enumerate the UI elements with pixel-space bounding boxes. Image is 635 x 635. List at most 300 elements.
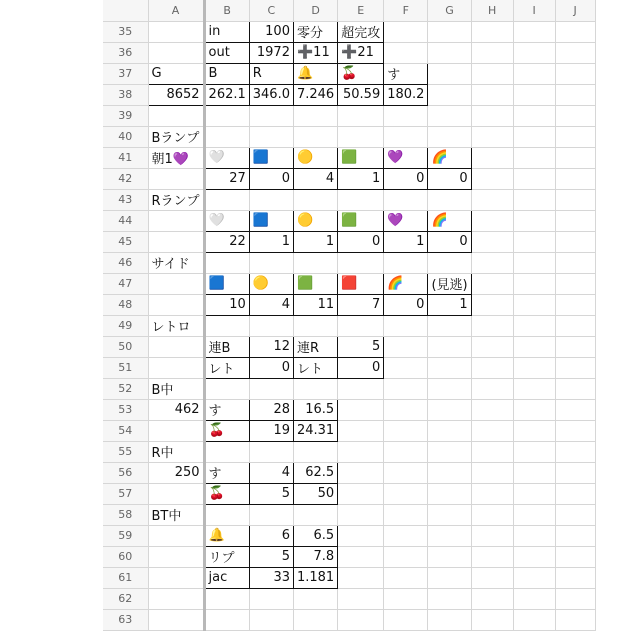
cell[interactable]: 🔔 — [293, 63, 337, 84]
cell[interactable] — [513, 294, 555, 315]
column-header-b[interactable]: B — [204, 0, 249, 21]
cell[interactable] — [384, 525, 428, 546]
cell[interactable] — [513, 210, 555, 231]
row-header[interactable]: 54 — [103, 420, 148, 441]
cell[interactable] — [513, 147, 555, 168]
cell[interactable] — [338, 483, 384, 504]
cell[interactable]: 24.31 — [293, 420, 337, 441]
cell[interactable] — [513, 504, 555, 525]
cell[interactable] — [148, 168, 204, 189]
cell[interactable]: 🌈 — [384, 273, 428, 294]
cell[interactable] — [513, 315, 555, 336]
cell[interactable] — [513, 378, 555, 399]
row-header[interactable]: 38 — [103, 84, 148, 105]
cell[interactable]: 22 — [204, 231, 249, 252]
row-header[interactable]: 52 — [103, 378, 148, 399]
cell[interactable] — [513, 84, 555, 105]
cell[interactable]: Bランプ — [148, 126, 204, 147]
cell[interactable] — [555, 546, 595, 567]
cell[interactable] — [293, 588, 337, 609]
cell[interactable]: 7.8 — [293, 546, 337, 567]
cell[interactable] — [148, 231, 204, 252]
cell[interactable] — [428, 546, 471, 567]
row-header[interactable]: 37 — [103, 63, 148, 84]
cell[interactable] — [555, 315, 595, 336]
cell[interactable]: 🟡 — [293, 147, 337, 168]
row-header[interactable]: 56 — [103, 462, 148, 483]
cell[interactable] — [249, 441, 293, 462]
cell[interactable] — [338, 399, 384, 420]
cell[interactable] — [338, 315, 384, 336]
cell[interactable] — [428, 84, 471, 105]
cell[interactable] — [471, 21, 513, 42]
cell[interactable]: 250 — [148, 462, 204, 483]
cell[interactable] — [555, 210, 595, 231]
cell[interactable] — [471, 336, 513, 357]
row-header[interactable]: 62 — [103, 588, 148, 609]
cell[interactable] — [428, 189, 471, 210]
cell[interactable]: 🤍 — [204, 147, 249, 168]
cell[interactable] — [471, 609, 513, 630]
cell[interactable] — [555, 84, 595, 105]
cell[interactable] — [471, 147, 513, 168]
cell[interactable]: 1 — [293, 231, 337, 252]
cell[interactable] — [338, 525, 384, 546]
cell[interactable] — [384, 315, 428, 336]
cell[interactable] — [471, 567, 513, 588]
cell[interactable]: サイド — [148, 252, 204, 273]
cell[interactable] — [555, 21, 595, 42]
column-header-j[interactable]: J — [555, 0, 595, 21]
cell[interactable]: B — [204, 63, 249, 84]
cell[interactable] — [148, 273, 204, 294]
cell[interactable] — [471, 546, 513, 567]
cell[interactable]: 462 — [148, 399, 204, 420]
cell[interactable]: 5 — [249, 546, 293, 567]
cell[interactable] — [428, 420, 471, 441]
cell[interactable]: 🟦 — [249, 210, 293, 231]
cell[interactable]: 4 — [293, 168, 337, 189]
cell[interactable]: 🌈 — [428, 147, 471, 168]
cell[interactable] — [249, 504, 293, 525]
cell[interactable] — [555, 357, 595, 378]
row-header[interactable]: 35 — [103, 21, 148, 42]
row-header[interactable]: 58 — [103, 504, 148, 525]
cell[interactable]: リプ — [204, 546, 249, 567]
cell[interactable]: 0 — [428, 231, 471, 252]
row-header[interactable]: 51 — [103, 357, 148, 378]
cell[interactable]: 12 — [249, 336, 293, 357]
cell[interactable] — [293, 126, 337, 147]
cell[interactable] — [555, 420, 595, 441]
cell[interactable] — [293, 441, 337, 462]
cell[interactable] — [555, 105, 595, 126]
cell[interactable] — [384, 609, 428, 630]
cell[interactable] — [338, 567, 384, 588]
cell[interactable] — [513, 21, 555, 42]
cell[interactable] — [148, 105, 204, 126]
cell[interactable] — [148, 546, 204, 567]
cell[interactable] — [513, 441, 555, 462]
cell[interactable] — [384, 441, 428, 462]
cell[interactable]: 6.5 — [293, 525, 337, 546]
cell[interactable] — [428, 399, 471, 420]
cell[interactable] — [471, 105, 513, 126]
cell[interactable] — [204, 189, 249, 210]
cell[interactable] — [513, 105, 555, 126]
cell[interactable]: 超完攻 — [338, 21, 384, 42]
cell[interactable] — [384, 567, 428, 588]
cell[interactable] — [249, 105, 293, 126]
cell[interactable] — [513, 420, 555, 441]
cell[interactable] — [471, 252, 513, 273]
cell[interactable]: 1 — [384, 231, 428, 252]
cell[interactable] — [513, 231, 555, 252]
cell[interactable] — [384, 42, 428, 63]
cell[interactable]: 🍒 — [204, 420, 249, 441]
row-header[interactable]: 42 — [103, 168, 148, 189]
cell[interactable] — [513, 546, 555, 567]
cell[interactable]: 262.1 — [204, 84, 249, 105]
cell[interactable] — [428, 504, 471, 525]
cell[interactable] — [428, 126, 471, 147]
cell[interactable] — [384, 252, 428, 273]
cell[interactable]: 1 — [428, 294, 471, 315]
cell[interactable] — [513, 525, 555, 546]
cell[interactable]: す — [204, 462, 249, 483]
cell[interactable]: 27 — [204, 168, 249, 189]
cell[interactable]: 62.5 — [293, 462, 337, 483]
cell[interactable] — [293, 252, 337, 273]
cell[interactable]: jac — [204, 567, 249, 588]
row-header[interactable]: 47 — [103, 273, 148, 294]
cell[interactable]: 7.246 — [293, 84, 337, 105]
cell[interactable] — [471, 525, 513, 546]
cell[interactable] — [555, 336, 595, 357]
cell[interactable]: 0 — [384, 168, 428, 189]
cell[interactable]: 11 — [293, 294, 337, 315]
column-header-e[interactable]: E — [338, 0, 384, 21]
cell[interactable] — [148, 588, 204, 609]
cell[interactable] — [555, 252, 595, 273]
cell[interactable] — [384, 126, 428, 147]
cell[interactable] — [293, 609, 337, 630]
cell[interactable]: 0 — [249, 357, 293, 378]
cell[interactable]: 🤍 — [204, 210, 249, 231]
cell[interactable] — [555, 378, 595, 399]
cell[interactable] — [513, 588, 555, 609]
row-header[interactable]: 60 — [103, 546, 148, 567]
cell[interactable] — [249, 609, 293, 630]
cell[interactable] — [471, 588, 513, 609]
cell[interactable] — [384, 105, 428, 126]
cell[interactable]: 19 — [249, 420, 293, 441]
cell[interactable]: 🟩 — [338, 147, 384, 168]
cell[interactable] — [555, 273, 595, 294]
cell[interactable]: 33 — [249, 567, 293, 588]
cell[interactable] — [513, 252, 555, 273]
cell[interactable] — [471, 63, 513, 84]
cell[interactable] — [555, 588, 595, 609]
cell[interactable]: 🟩 — [338, 210, 384, 231]
cell[interactable] — [148, 567, 204, 588]
cell[interactable] — [148, 420, 204, 441]
cell[interactable] — [428, 609, 471, 630]
cell[interactable] — [338, 504, 384, 525]
cell[interactable] — [428, 525, 471, 546]
cell[interactable] — [555, 147, 595, 168]
cell[interactable]: 4 — [249, 462, 293, 483]
column-header-d[interactable]: D — [293, 0, 337, 21]
cell[interactable] — [513, 567, 555, 588]
cell[interactable] — [555, 525, 595, 546]
cell[interactable] — [555, 63, 595, 84]
cell[interactable]: 🌈 — [428, 210, 471, 231]
cell[interactable]: out — [204, 42, 249, 63]
cell[interactable] — [428, 63, 471, 84]
cell[interactable]: 5 — [338, 336, 384, 357]
cell[interactable]: 1972 — [249, 42, 293, 63]
cell[interactable] — [384, 21, 428, 42]
cell[interactable]: 6 — [249, 525, 293, 546]
cell[interactable] — [204, 588, 249, 609]
cell[interactable]: R中 — [148, 441, 204, 462]
cell[interactable]: 0 — [384, 294, 428, 315]
cell[interactable] — [148, 336, 204, 357]
cell[interactable] — [428, 588, 471, 609]
cell[interactable]: 🟡 — [249, 273, 293, 294]
cell[interactable]: 50 — [293, 483, 337, 504]
cell[interactable] — [338, 126, 384, 147]
cell[interactable] — [428, 42, 471, 63]
cell[interactable]: 10 — [204, 294, 249, 315]
cell[interactable]: 28 — [249, 399, 293, 420]
cell[interactable] — [148, 525, 204, 546]
cell[interactable]: 1 — [338, 168, 384, 189]
cell[interactable]: ➕21 — [338, 42, 384, 63]
row-header[interactable]: 44 — [103, 210, 148, 231]
cell[interactable] — [513, 357, 555, 378]
cell[interactable] — [148, 357, 204, 378]
cell[interactable] — [513, 189, 555, 210]
cell[interactable] — [471, 378, 513, 399]
cell[interactable]: 7 — [338, 294, 384, 315]
cell[interactable]: 8652 — [148, 84, 204, 105]
cell[interactable] — [249, 126, 293, 147]
cell[interactable] — [555, 504, 595, 525]
cell[interactable]: 🟡 — [293, 210, 337, 231]
cell[interactable] — [555, 231, 595, 252]
cell[interactable] — [148, 294, 204, 315]
cell[interactable] — [428, 483, 471, 504]
row-header[interactable]: 53 — [103, 399, 148, 420]
cell[interactable] — [293, 189, 337, 210]
cell[interactable] — [249, 315, 293, 336]
cell[interactable] — [471, 42, 513, 63]
cell[interactable]: 🟩 — [293, 273, 337, 294]
cell[interactable] — [204, 504, 249, 525]
cell[interactable] — [338, 420, 384, 441]
cell[interactable]: G — [148, 63, 204, 84]
cell[interactable] — [513, 483, 555, 504]
cell[interactable] — [204, 609, 249, 630]
row-header[interactable]: 46 — [103, 252, 148, 273]
cell[interactable] — [471, 189, 513, 210]
cell[interactable] — [249, 252, 293, 273]
cell[interactable] — [338, 609, 384, 630]
cell[interactable] — [555, 399, 595, 420]
cell[interactable] — [471, 483, 513, 504]
cell[interactable] — [338, 546, 384, 567]
cell[interactable]: B中 — [148, 378, 204, 399]
cell[interactable] — [338, 378, 384, 399]
cell[interactable] — [148, 483, 204, 504]
cell[interactable] — [555, 567, 595, 588]
cell[interactable] — [428, 462, 471, 483]
cell[interactable] — [428, 21, 471, 42]
cell[interactable] — [249, 189, 293, 210]
row-header[interactable]: 43 — [103, 189, 148, 210]
row-header[interactable]: 45 — [103, 231, 148, 252]
row-header[interactable]: 57 — [103, 483, 148, 504]
cell[interactable] — [338, 462, 384, 483]
row-header[interactable]: 63 — [103, 609, 148, 630]
cell[interactable] — [249, 588, 293, 609]
column-header-c[interactable]: C — [249, 0, 293, 21]
cell[interactable] — [513, 399, 555, 420]
cell[interactable] — [471, 399, 513, 420]
cell[interactable] — [384, 462, 428, 483]
cell[interactable] — [471, 441, 513, 462]
cell[interactable] — [204, 441, 249, 462]
cell[interactable] — [293, 315, 337, 336]
cell[interactable]: 1.181 — [293, 567, 337, 588]
cell[interactable] — [384, 588, 428, 609]
cell[interactable]: Rランプ — [148, 189, 204, 210]
row-header[interactable]: 59 — [103, 525, 148, 546]
cell[interactable] — [428, 336, 471, 357]
cell[interactable]: 16.5 — [293, 399, 337, 420]
cell[interactable] — [204, 252, 249, 273]
cell[interactable]: 🟥 — [338, 273, 384, 294]
cell[interactable] — [471, 126, 513, 147]
cell[interactable] — [513, 273, 555, 294]
cell[interactable]: R — [249, 63, 293, 84]
row-header[interactable]: 50 — [103, 336, 148, 357]
cell[interactable] — [555, 609, 595, 630]
cell[interactable] — [428, 357, 471, 378]
cell[interactable]: 0 — [338, 231, 384, 252]
row-header[interactable]: 36 — [103, 42, 148, 63]
cell[interactable] — [384, 420, 428, 441]
cell[interactable] — [338, 189, 384, 210]
cell[interactable] — [555, 126, 595, 147]
cell[interactable] — [471, 504, 513, 525]
cell[interactable]: 💜 — [384, 210, 428, 231]
cell[interactable] — [513, 462, 555, 483]
cell[interactable] — [384, 483, 428, 504]
cell[interactable]: 🟦 — [249, 147, 293, 168]
cell[interactable] — [555, 294, 595, 315]
column-header-h[interactable]: H — [471, 0, 513, 21]
row-header[interactable]: 39 — [103, 105, 148, 126]
cell[interactable] — [471, 315, 513, 336]
cell[interactable] — [204, 126, 249, 147]
cell[interactable]: ➕11 — [293, 42, 337, 63]
cell-grid[interactable] — [103, 0, 596, 631]
cell[interactable] — [338, 588, 384, 609]
cell[interactable] — [555, 483, 595, 504]
cell[interactable]: 零分 — [293, 21, 337, 42]
cell[interactable] — [293, 504, 337, 525]
cell[interactable]: 0 — [338, 357, 384, 378]
cell[interactable] — [471, 273, 513, 294]
cell[interactable] — [428, 105, 471, 126]
cell[interactable] — [204, 378, 249, 399]
cell[interactable] — [428, 252, 471, 273]
cell[interactable] — [555, 189, 595, 210]
cell[interactable]: 🟦 — [204, 273, 249, 294]
cell[interactable]: す — [204, 399, 249, 420]
cell[interactable] — [384, 357, 428, 378]
cell[interactable] — [148, 210, 204, 231]
cell[interactable]: (見逃) — [428, 273, 471, 294]
cell[interactable] — [471, 84, 513, 105]
row-header[interactable]: 61 — [103, 567, 148, 588]
cell[interactable]: レトロ — [148, 315, 204, 336]
cell[interactable] — [204, 105, 249, 126]
cell[interactable]: 朝1💜 — [148, 147, 204, 168]
cell[interactable] — [471, 210, 513, 231]
cell[interactable]: 50.59 — [338, 84, 384, 105]
cell[interactable] — [384, 546, 428, 567]
cell[interactable] — [471, 231, 513, 252]
cell[interactable] — [384, 504, 428, 525]
cell[interactable]: BT中 — [148, 504, 204, 525]
cell[interactable] — [293, 105, 337, 126]
cell[interactable] — [249, 378, 293, 399]
row-header[interactable]: 55 — [103, 441, 148, 462]
cell[interactable] — [555, 168, 595, 189]
cell[interactable]: 🔔 — [204, 525, 249, 546]
cell[interactable]: 🍒 — [204, 483, 249, 504]
column-header-f[interactable]: F — [384, 0, 428, 21]
cell[interactable] — [384, 189, 428, 210]
cell[interactable] — [471, 462, 513, 483]
cell[interactable]: 💜 — [384, 147, 428, 168]
cell[interactable] — [384, 399, 428, 420]
cell[interactable]: 連R — [293, 336, 337, 357]
cell[interactable] — [338, 105, 384, 126]
cell[interactable]: 連B — [204, 336, 249, 357]
cell[interactable]: 346.0 — [249, 84, 293, 105]
cell[interactable] — [471, 357, 513, 378]
column-header-a[interactable]: A — [148, 0, 204, 21]
column-header-i[interactable]: I — [513, 0, 555, 21]
cell[interactable] — [428, 567, 471, 588]
cell[interactable]: レト — [204, 357, 249, 378]
row-header[interactable]: 49 — [103, 315, 148, 336]
cell[interactable] — [293, 378, 337, 399]
cell[interactable]: 🍒 — [338, 63, 384, 84]
cell[interactable] — [148, 609, 204, 630]
cell[interactable] — [428, 378, 471, 399]
cell[interactable] — [428, 315, 471, 336]
cell[interactable] — [513, 609, 555, 630]
cell[interactable]: 180.2 — [384, 84, 428, 105]
cell[interactable] — [555, 42, 595, 63]
cell[interactable] — [513, 42, 555, 63]
